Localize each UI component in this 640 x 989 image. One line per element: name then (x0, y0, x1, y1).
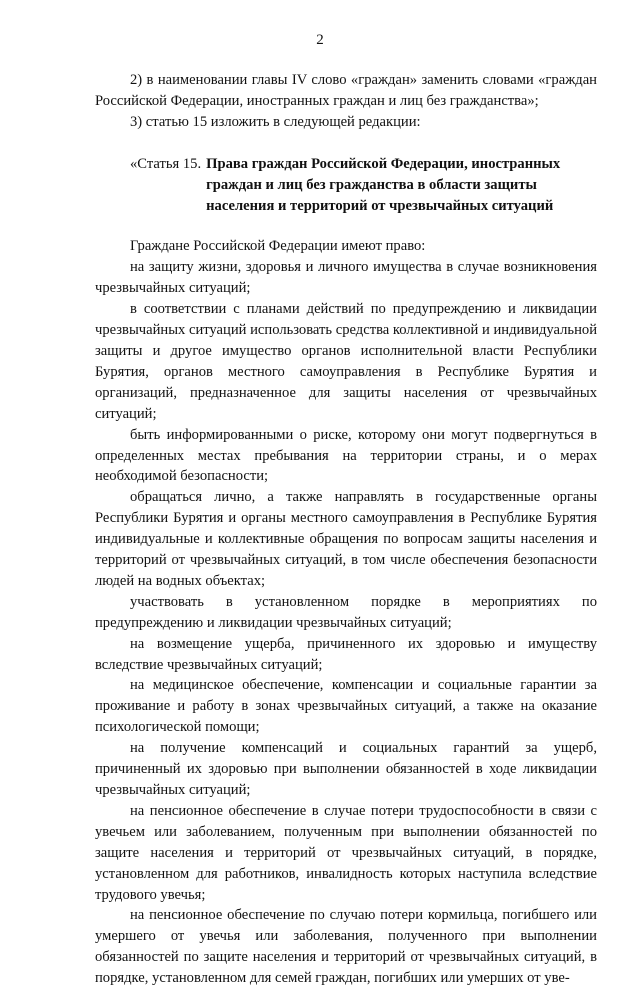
paragraph-amendment-3: 3) статью 15 изложить в следующей редакции: (130, 113, 421, 130)
paragraph-right: быть информированными о риске, которому они могут подвергнуться в определенных местах пребывания на территории страны, и о мерах необходимой безопасности; (95, 426, 597, 485)
paragraph-right: на защиту жизни, здоровья и личного имущества в случае возникновения чрезвычайных ситуаций; (95, 259, 597, 297)
paragraph-right: обращаться лично, а также направлять в государственные органы Республики Бурятия и органы местного самоуправления в Республике Бурятия индивидуальные и коллективные обращения по вопросам защиты населения и территорий от чрезвычайных ситуаций, в том числе обеспечения безопасности людей на водных объектах; (95, 489, 597, 589)
document-text (95, 70, 597, 989)
paragraph-right: на медицинское обеспечение, компенсации и социальные гарантии за проживание и работу в зонах чрезвычайных ситуаций, а также на оказание психологической помощи; (95, 677, 597, 736)
paragraph-right: на пенсионное обеспечение по случаю потери кормильца, погибшего или умершего от увечья или заболевания, полученного при выполнении обязанностей по защите населения и территорий от чрезвычайных ситуаций, в порядке, установленном для семей граждан, погибших или умерших от уве- (95, 907, 597, 987)
article-heading (95, 154, 597, 217)
paragraph-right: участвовать в установленном порядке в мероприятиях по предупреждению и ликвидации чрезвычайных ситуаций; (95, 593, 597, 631)
paragraph-amendment-2: 2) в наименовании главы IV слово «граждан» заменить словами «граждан Российской Федерации, иностранных граждан и лиц без гражданства»; (95, 72, 597, 109)
paragraph-right: на пенсионное обеспечение в случае потери трудоспособности в связи с увечьем или заболеванием, полученным при выполнении обязанностей по защите населения и территорий от чрезвычайных ситуаций, в порядке, установленном для работников, инвалидность которых наступила вследствие трудового увечья; (95, 802, 597, 903)
article-label: «Статья 15. (130, 155, 202, 172)
paragraph-right: на получение компенсаций и социальных гарантий за ущерб, причиненный их здоровью при выполнении обязанностей в ходе ликвидации чрезвычайных ситуаций; (95, 740, 597, 798)
paragraph-rights-intro: Граждане Российской Федерации имеют право: (130, 238, 426, 255)
paragraph-right: в соответствии с планами действий по предупреждению и ликвидации чрезвычайных ситуаций использовать средства коллективной и индивидуальной защиты и другое имущество органов исполнительной власти Республики Бурятия, органов местного самоуправления в Республике Бурятия и организаций, предназначенное для защиты населения от чрезвычайных ситуаций; (95, 301, 597, 422)
page-number: 2 (316, 32, 324, 48)
article-title: Права граждан Российской Федерации, иностранных граждан и лиц без гражданства в области защиты населения и территорий от чрезвычайных ситуаций (206, 155, 561, 214)
paragraph-right: на возмещение ущерба, причиненного их здоровью и имуществу вследствие чрезвычайных ситуаций; (95, 635, 597, 673)
